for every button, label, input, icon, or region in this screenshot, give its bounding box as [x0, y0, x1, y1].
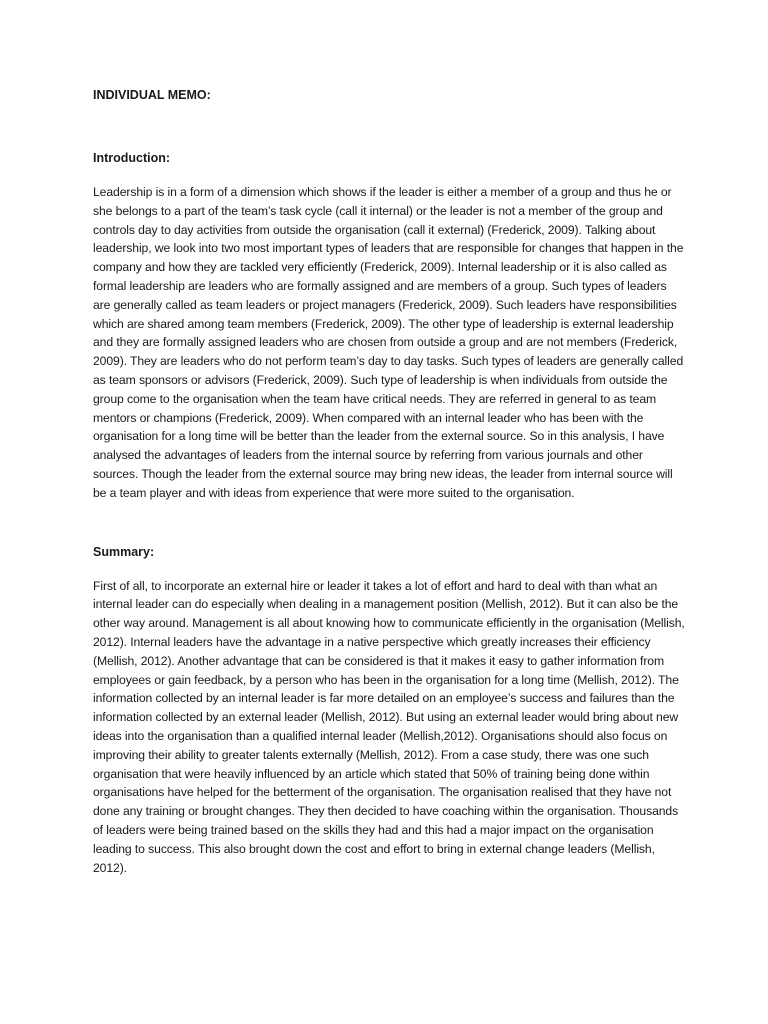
summary-paragraph: First of all, to incorporate an external hire or leader it takes a lot of effort and hard to deal with than what an internal leader can do especially when dealing in a management position (Mellish, 2012). But it can also be the other way around. Management is all about knowing how to communicate efficiently in the organisation (Mellish, 2012). Internal leaders have the advantage in a native perspective which greatly increases their efficiency (Mellish, 2012). Another advantage that can be considered is that it makes it easy to gather information from employees or gain feedback, by a person who has been in the organisation for a long time (Mellish, 2012). The information collected by an internal leader is far more detailed on an employee’s success and failures than the information collected by an external leader (Mellish, 2012). But using an external leader would bring about new ideas into the organisation than a qualified internal leader (Mellish,2012). Organisations should also focus on improving their ability to greater talents externally (Mellish, 2012). From a case study, there was one such organisation that were heavily influenced by an article which stated that 50% of training being done within organisations have helped for the betterment of the organisation. The organisation realised that they have not done any training or brought changes. They then decided to have coaching within the organisation. Thousands of leaders were being trained based on the skills they had and this had a major impact on the organisation leading to success. This also brought down the cost and effort to bring in external change leaders (Mellish, 2012).	[93, 578, 685, 875]
memo-title: INDIVIDUAL MEMO:	[93, 88, 211, 102]
introduction-paragraph: Leadership is in a form of a dimension which shows if the leader is either a member of a group and thus he or she belongs to a part of the team’s task cycle (call it internal) or the leader is not a member of the group and controls day to day activities from outside the organisation (call it external) (Frederick, 2009). Talking about leadership, we look into two most important types of leaders that are responsible for changes that happen in the company and how they are tackled very efficiently (Frederick, 2009). Internal leadership or it is also called as formal leadership are leaders who are formally assigned and are members of a group. Such types of leaders are generally called as team leaders or project managers (Frederick, 2009). Such leaders have responsibilities which are shared among team members (Frederick, 2009). The other type of leadership is external leadership and they are formally assigned leaders who are chosen from outside a group and are not members (Frederick, 2009). They are leaders who do not perform team’s day to day tasks. Such types of leaders are generally called as team sponsors or advisors (Frederick, 2009). Such type of leadership is when individuals from outside the group come to the organisation when the team have critical needs. They are referred in general to as team mentors or champions (Frederick, 2009). When compared with an internal leader who has been with the organisation for a long time will be better than the leader from the external source. So in this analysis, I have analysed the advantages of leaders from the internal source by referring from various journals and other sources. Though the leader from the external source may bring new ideas, the leader from internal source will be a team player and with ideas from experience that were more suited to the organisation.	[93, 185, 684, 500]
introduction-section	[93, 149, 687, 503]
introduction-heading: Introduction:	[93, 151, 171, 165]
summary-section	[93, 543, 687, 878]
summary-heading: Summary:	[93, 544, 155, 559]
document-content	[93, 86, 687, 877]
